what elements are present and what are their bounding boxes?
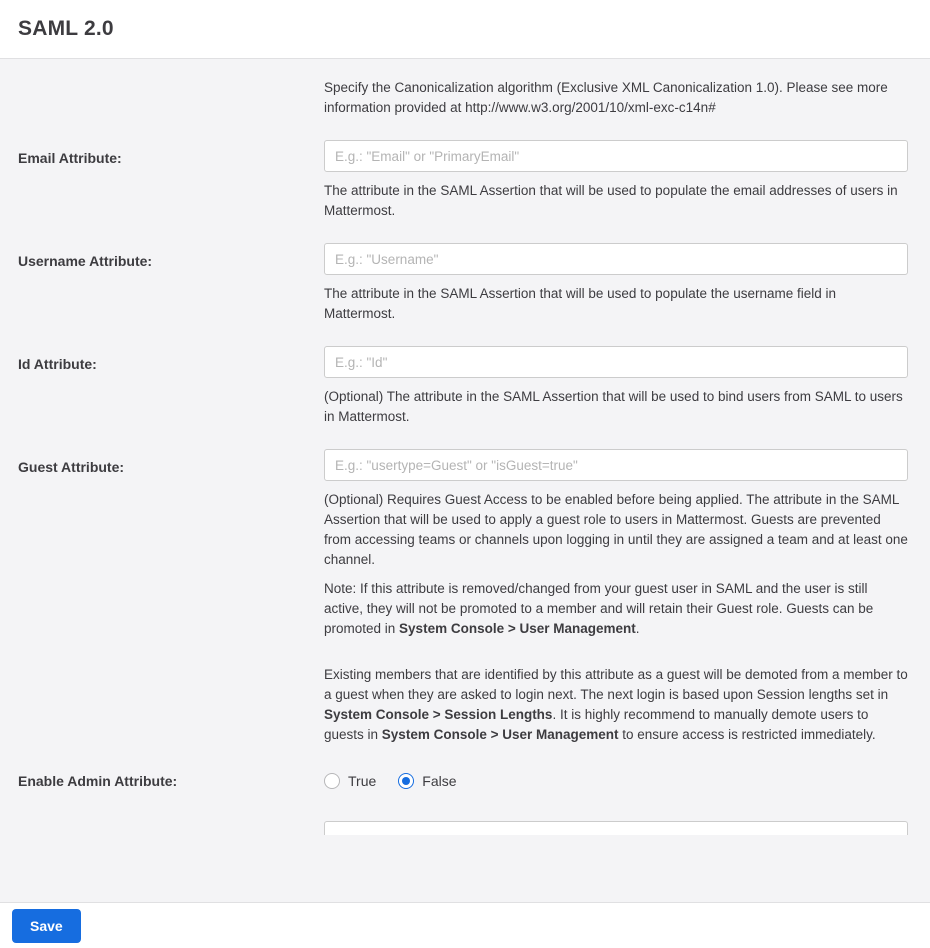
username-attribute-label: Username Attribute: — [18, 253, 153, 269]
guest-demote-bold1: System Console > Session Lengths — [324, 707, 553, 722]
next-field-row-partial — [0, 789, 930, 835]
enable-admin-attribute-option-true[interactable] — [324, 773, 376, 789]
email-attribute-field-col — [324, 140, 908, 221]
page-title: SAML 2.0 — [18, 17, 114, 40]
guest-demote-part3: to ensure access is restricted immediately. — [618, 727, 876, 742]
next-field-label-spacer — [18, 821, 324, 831]
username-attribute-help: The attribute in the SAML Assertion that will be used to populate the username field in Mattermost. — [324, 286, 837, 321]
canonicalization-label-spacer — [18, 78, 324, 88]
id-attribute-input[interactable] — [324, 346, 908, 378]
settings-content — [0, 60, 930, 835]
radio-unchecked-icon[interactable] — [324, 773, 340, 789]
settings-footer — [0, 902, 930, 948]
enable-admin-attribute-radio-group — [324, 771, 908, 789]
enable-admin-attribute-option-false[interactable] — [398, 773, 456, 789]
guest-attribute-help: (Optional) Requires Guest Access to be enabled before being applied. The attribute in the SAML Assertion that will be used to apply a guest role to users in Mattermost. Guests are prevented from accessing teams or channels upon logging in until they are assigned a team and at least one channel. — [324, 492, 908, 567]
page-header — [0, 0, 930, 59]
radio-checked-icon[interactable] — [398, 773, 414, 789]
enable-admin-attribute-label: Enable Admin Attribute: — [18, 773, 178, 789]
username-attribute-row — [0, 221, 930, 324]
id-attribute-label: Id Attribute: — [18, 356, 97, 372]
enable-admin-attribute-option-false-label: False — [422, 773, 457, 789]
id-attribute-row — [0, 324, 930, 427]
save-button[interactable]: Save — [12, 909, 81, 943]
guest-note-part1: Note: If this attribute is removed/changed from your guest user in SAML and the user is still active, they will not be promoted to a member and will retain their Guest role. Guests can be promoted in — [324, 581, 874, 636]
guest-attribute-label: Guest Attribute: — [18, 459, 125, 475]
email-attribute-input[interactable] — [324, 140, 908, 172]
enable-admin-attribute-option-true-label: True — [348, 773, 377, 789]
username-attribute-input[interactable] — [324, 243, 908, 275]
guest-demote-part1: Existing members that are identified by this attribute as a guest will be demoted from a member to a guest when they are asked to login next. The next login is based upon Session lengths set in — [324, 667, 908, 702]
canonicalization-help-row — [0, 60, 930, 118]
id-attribute-field-col — [324, 346, 908, 427]
guest-note-part2: . — [635, 621, 640, 636]
guest-note-bold1: System Console > User Management — [399, 621, 636, 636]
id-attribute-help: (Optional) The attribute in the SAML Assertion that will be used to bind users from SAML to users in Mattermost. — [324, 389, 903, 424]
guest-attribute-note — [324, 579, 908, 639]
next-field-input-partial[interactable] — [324, 821, 908, 835]
canonicalization-help-col — [324, 78, 908, 118]
guest-demote-bold2: System Console > User Management — [381, 727, 619, 742]
enable-admin-attribute-row — [0, 745, 930, 789]
email-attribute-help: The attribute in the SAML Assertion that will be used to populate the email addresses of users in Mattermost. — [324, 183, 898, 218]
canonicalization-help-text: Specify the Canonicalization algorithm (Exclusive XML Canonicalization 1.0). Please see more information provided at http://www.w3.org/2001/10/xml-exc-c14n# — [324, 80, 888, 115]
guest-attribute-demote-note — [324, 665, 908, 745]
guest-attribute-row — [0, 427, 930, 745]
username-attribute-field-col — [324, 243, 908, 324]
settings-scroll-area[interactable] — [0, 60, 930, 902]
guest-attribute-input[interactable] — [324, 449, 908, 481]
enable-admin-attribute-field-col — [324, 771, 908, 789]
next-field-col — [324, 821, 908, 835]
guest-attribute-field-col — [324, 449, 908, 745]
email-attribute-label: Email Attribute: — [18, 150, 122, 166]
guest-demote-part2: . It is highly recommend to manually demote users to guests in — [324, 707, 869, 742]
email-attribute-row — [0, 118, 930, 221]
